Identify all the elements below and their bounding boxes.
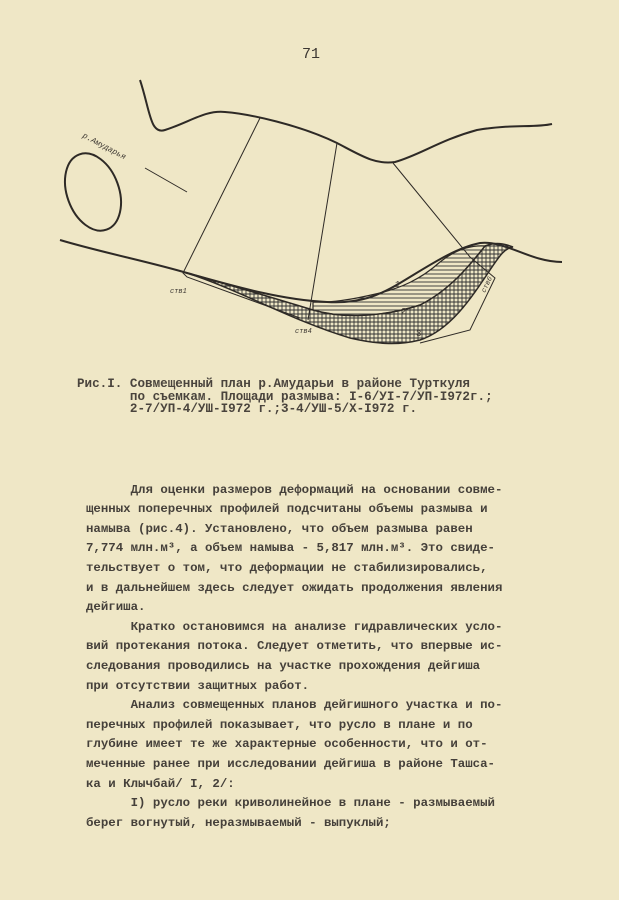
text-line: глубине имеет те же характерные особенности, что и от- [86, 737, 488, 752]
text-line: берег вогнутый, неразмываемый - выпуклый; [86, 815, 391, 830]
text-line: и в дальнейшем здесь следует ожидать продолжения явления [86, 580, 503, 595]
area-label-3: 3 [416, 329, 422, 339]
caption-line: 2-7/УП-4/УШ-I972 г.;3-4/УШ-5/Х-I972 г. [77, 402, 418, 416]
river-plan-figure [0, 0, 619, 370]
section-label-4: ств4 [295, 328, 312, 336]
text-line: вий протекания потока. Следует отметить, что впервые ис- [86, 639, 503, 654]
text-line: ка и Клычбай/ I, 2/: [86, 776, 235, 791]
page-number: 71 [302, 46, 321, 63]
text-line: Кратко остановимся на анализе гидравлических усло- [86, 619, 503, 634]
text-line: при отсутствии защитных работ. [86, 678, 310, 693]
area-label-1: 1 [395, 280, 401, 290]
section-label-6: ств6 [480, 275, 495, 295]
text-line: тельствует о том, что деформации не стабилизировались, [86, 560, 488, 575]
upper-bank-line [140, 80, 552, 163]
caption-line: Рис.I. Совмещенный план р.Амударьи в районе Турткуля [77, 377, 470, 391]
text-line: меченные ранее при исследовании дейгиша в районе Ташса- [86, 756, 495, 771]
text-line: Анализ совмещенных планов дейгишного участка и по- [86, 698, 503, 713]
river-label-arrow [145, 168, 187, 192]
text-line: намыва (рис.4). Установлено, что объем размыва равен [86, 521, 473, 536]
text-line: I) русло реки криволинейное в плане - размываемый [86, 796, 495, 811]
caption-line: по съемкам. Площади размыва: I-6/УI-7/УП-I972г.; [77, 389, 493, 404]
section-label-1: ств1 [170, 288, 187, 296]
body-text [86, 461, 502, 853]
text-line: перечных профилей показывает, что русло в плане и по [86, 717, 473, 732]
text-line: дейгиша. [86, 600, 146, 615]
river-label: р.Амударья [80, 131, 128, 163]
figure-caption [77, 378, 493, 416]
text-line: Для оценки размеров деформаций на основании совме- [86, 482, 503, 497]
area-label-2: 2 [401, 307, 407, 317]
text-line: щенных поперечных профилей подсчитаны объемы размыва и [86, 502, 488, 517]
text-line: следования проводились на участке прохождения дейгиша [86, 658, 481, 673]
text-line: 7,774 млн.м³, а объем намыва - 5,817 млн.м³. Это свиде- [86, 541, 495, 556]
section-line-4 [308, 143, 337, 320]
